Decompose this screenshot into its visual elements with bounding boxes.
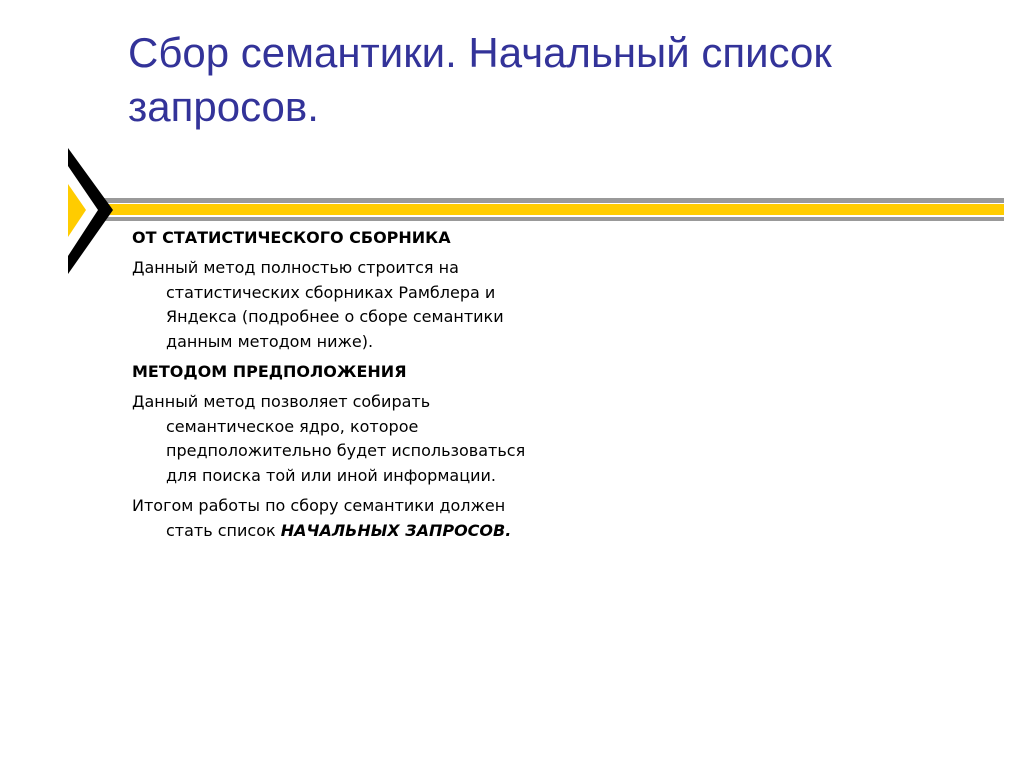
section-heading-statistical: ОТ СТАТИСТИЧЕСКОГО СБОРНИКА <box>132 228 451 247</box>
paragraph-line: Данный метод полностью строится на <box>132 258 459 277</box>
paragraph-line: Яндекса (подробнее о сборе семантики <box>166 307 504 326</box>
section-heading-assumption: МЕТОДОМ ПРЕДПОЛОЖЕНИЯ <box>132 362 407 381</box>
slide-title <box>128 26 988 134</box>
paragraph-line: семантическое ядро, которое <box>166 416 419 436</box>
rule-gray-bottom <box>100 217 1004 221</box>
paragraph-line: данным методом ниже). <box>166 331 374 351</box>
conclusion-prefix: стать список <box>166 520 281 540</box>
paragraph-line: для поиска той или иной информации. <box>166 465 496 485</box>
paragraph-line: Данный метод позволяет собирать <box>132 392 431 411</box>
section-paragraph-statistical <box>132 256 572 354</box>
slide-title-line-2: запросов. <box>128 83 319 130</box>
conclusion-emphasis: НАЧАЛЬНЫХ ЗАПРОСОВ. <box>280 520 512 540</box>
conclusion-line-1: Итогом работы по сбору семантики должен <box>132 496 506 515</box>
paragraph-line: статистических сборниках Рамблера и <box>166 282 496 302</box>
rule-gray-top <box>100 198 1004 203</box>
conclusion-line-2 <box>132 519 572 544</box>
slide-body <box>132 226 572 549</box>
chevron-yellow-icon <box>68 184 86 237</box>
section-paragraph-assumption <box>132 390 572 488</box>
conclusion-paragraph <box>132 494 572 543</box>
rule-yellow <box>100 204 1004 215</box>
slide-title-line-1: Сбор семантики. Начальный список <box>128 29 832 76</box>
paragraph-line: предположительно будет использоваться <box>166 441 526 460</box>
